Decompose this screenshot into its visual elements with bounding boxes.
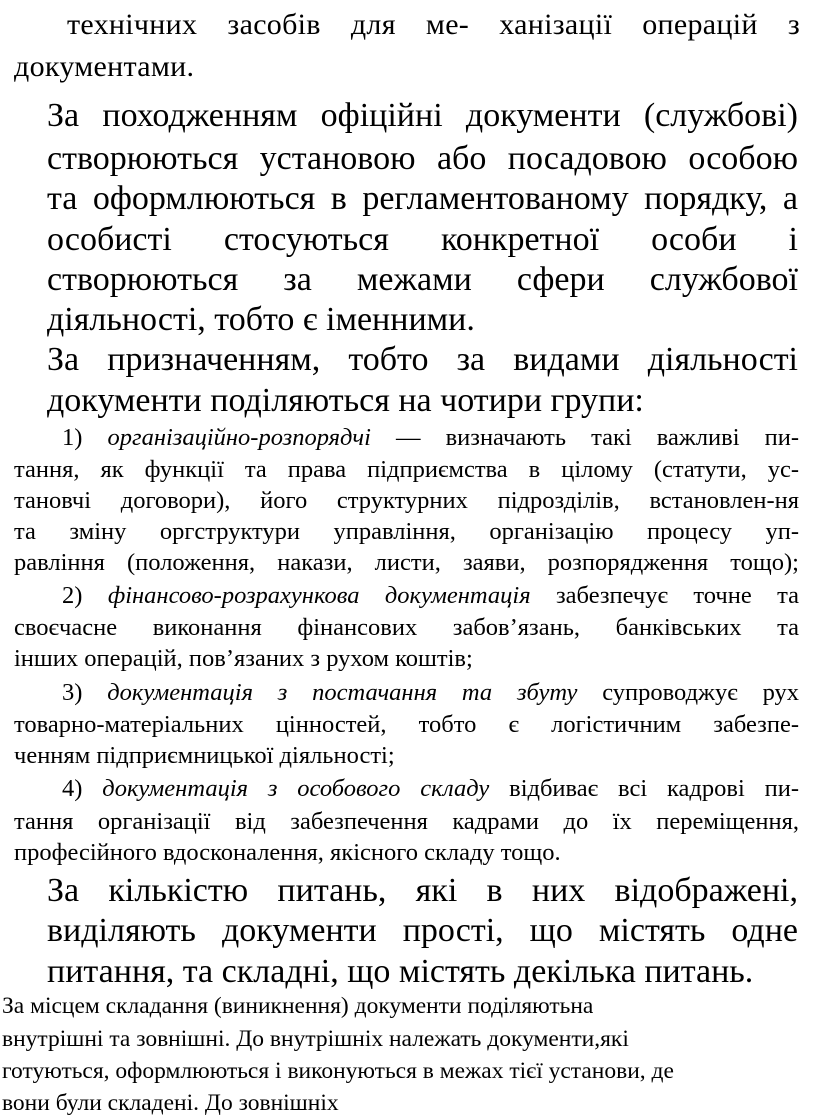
- group-3-line-3: ченням підприємницької діяльності;: [14, 742, 395, 769]
- origin-line-6: діяльності, тобто є іменними.: [47, 301, 475, 338]
- count-line-2: виділяють документи прості, що містять одне: [47, 912, 798, 949]
- group-2-first-line: [62, 582, 799, 610]
- group-1-first-line: [62, 424, 799, 452]
- group-1-line-2: тання, як функції та права підприємства в цілому (статути, ус-: [14, 456, 799, 483]
- group-1-line-3: тановчі договори), його структурних підрозділів, встановлен-ня: [14, 487, 799, 514]
- group-4-first-line: [62, 775, 799, 803]
- origin-line-4: особисті стосуються конкретної особи і: [47, 221, 798, 258]
- place-line-3: готуються, оформлюються і виконуються в межах тієї установи, де: [2, 1058, 674, 1084]
- origin-line-1: За походженням офіційні документи (службові): [47, 97, 798, 134]
- group-4-line-2: тання організації від забезпечення кадрами до їх переміщення,: [14, 808, 799, 835]
- origin-line-2: створюються установою або посадовою особою: [47, 140, 798, 177]
- group-2-line-3: інших операцій, пов’язаних з рухом коштів;: [14, 645, 473, 672]
- origin-line-5: створюються за межами сфери службової: [47, 261, 798, 298]
- group-1-line-5: равління (положення, накази, листи, заяви, розпорядження тощо);: [14, 549, 799, 576]
- group-4-line-3: професійного вдосконалення, якісного складу тощо.: [14, 839, 561, 866]
- group-2-number: 2): [62, 582, 83, 609]
- group-3-number: 3): [62, 679, 83, 706]
- group-2-first-rest: забезпечує точне та: [556, 582, 800, 609]
- place-line-1: За місцем складання (виникнення) документи поділяютьна: [2, 993, 594, 1019]
- group-4-term: документація з особового складу: [102, 775, 490, 802]
- purpose-line-2: документи поділяються на чотири групи:: [47, 382, 644, 419]
- group-3-first-line: [62, 679, 799, 707]
- group-1-line-4: та зміну оргструктури управління, організацію процесу уп-: [14, 518, 799, 545]
- fragment-line-1: технічних засобів для ме- ханізації операцій з: [67, 8, 800, 41]
- place-line-4: вони були складені. До зовнішніх: [2, 1090, 339, 1116]
- group-3-line-2: товарно-матеріальних цінностей, тобто є логістичним забезпе-: [14, 711, 799, 738]
- group-1-term: організаційно-розпорядчі: [107, 424, 371, 451]
- group-1-number: 1): [62, 424, 83, 451]
- group-3-term: документація з постачання та збуту: [107, 679, 578, 706]
- group-1-first-rest: — визначають такі важливі пи-: [396, 424, 800, 451]
- group-4-number: 4): [62, 775, 83, 802]
- group-3-first-rest: супроводжує рух: [602, 679, 800, 706]
- count-line-3: питання, та складні, що містять декілька питань.: [47, 953, 754, 990]
- purpose-line-1: За призначенням, тобто за видами діяльності: [47, 341, 798, 378]
- group-2-line-2: своєчасне виконання фінансових забов’язань, банківських та: [14, 614, 799, 641]
- group-2-term: фінансово-розрахункова документація: [107, 582, 531, 609]
- place-line-2: внутрішні та зовнішні. До внутрішніх належать документи,які: [2, 1026, 629, 1052]
- fragment-line-2: документами.: [14, 50, 195, 83]
- group-4-first-rest: відбиває всі кадрові пи-: [509, 775, 800, 802]
- origin-line-3: та оформлюються в регламентованому порядку, а: [47, 180, 798, 217]
- count-line-1: За кількістю питань, які в них відображені,: [47, 872, 798, 909]
